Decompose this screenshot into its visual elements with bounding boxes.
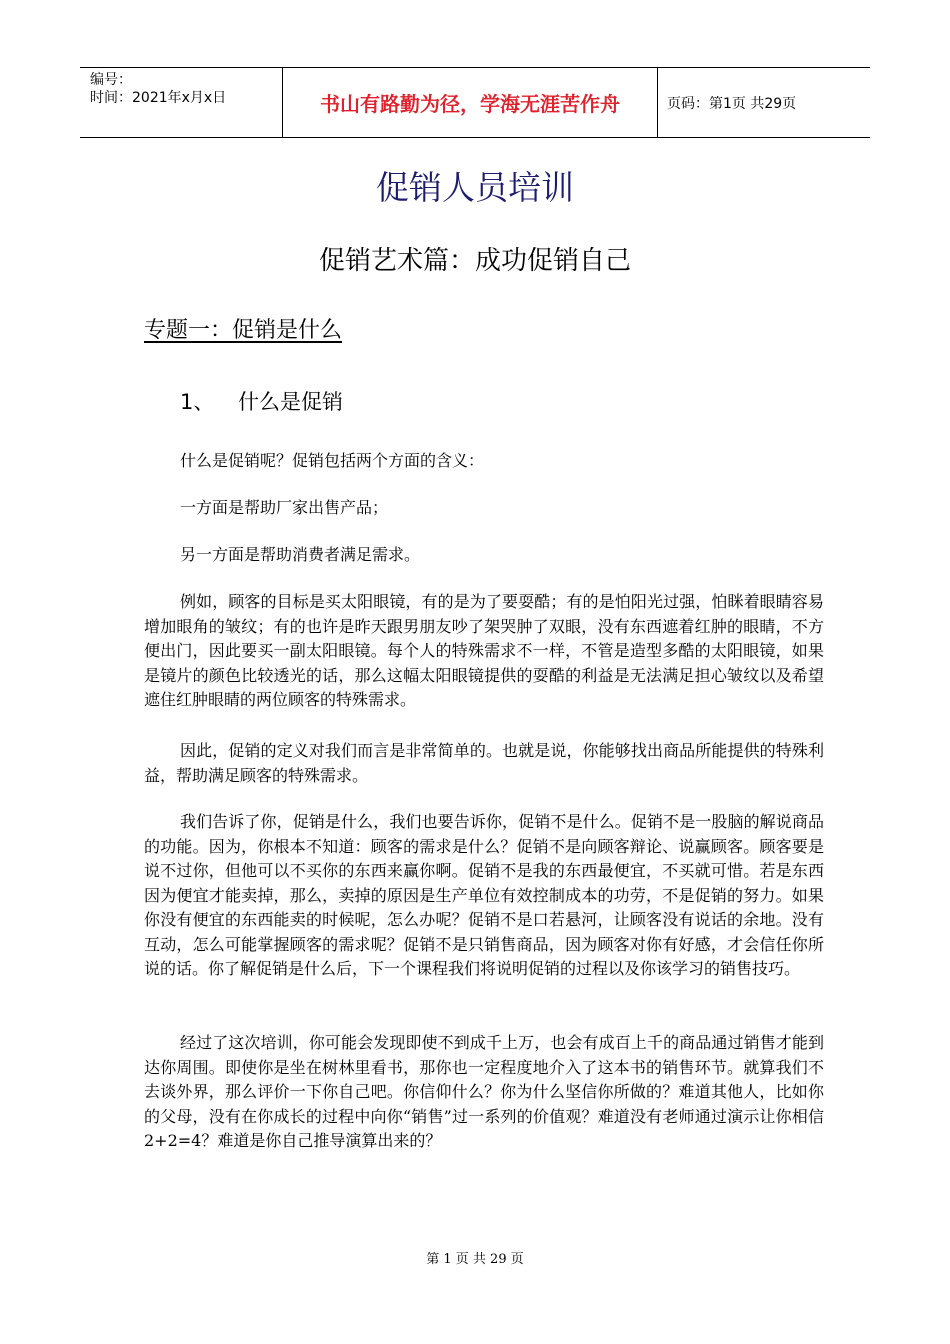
paragraph: 什么是促销呢？促销包括两个方面的含义： <box>180 451 485 470</box>
paragraph: 我们告诉了你，促销是什么，我们也要告诉你，促销不是什么。促销不是一股脑的解说商品的功能。因为，你根本不知道：顾客的需求是什么？促销不是向顾客辩论、说赢顾客。顾客要是说不过你，但他可以不买你的东西来赢你啊。促销不是我的东西最便宜，不买就可惜。若是东西因为便宜才能卖掉，那么，卖掉的原因是生产单位有效控制成本的功劳，不是促销的努力。如果你没有便宜的东西能卖的时候呢，怎么办呢？促销不是口若悬河，让顾客没有说话的余地。没有互动，怎么可能掌握顾客的需求呢？促销不是只销售商品，因为顾客对你有好感，才会信任你所说的话。你了解促销是什么后，下一个课程我们将说明促销的过程以及你该学习的销售技巧。 <box>144 812 824 978</box>
paragraph: 另一方面是帮助消费者满足需求。 <box>180 545 421 564</box>
time-line: 时间：2021年x月x日 <box>90 90 227 106</box>
topic-heading <box>144 313 352 344</box>
page-footer: 第 1 页 共 29 页 <box>426 1252 524 1267</box>
page-header <box>80 67 870 138</box>
paragraph: 例如，顾客的目标是买太阳眼镜，有的是为了要耍酷；有的是怕阳光过强，怕眯着眼睛容易增加眼角的皱纹；有的也许是昨天跟男朋友吵了架哭肿了双眼，没有东西遮着红肿的眼睛，不方便出门，因此要买一副太阳眼镜。每个人的特殊需求不一样，不管是造型多酷的太阳眼镜，如果是镜片的颜色比较透光的话，那么这幅太阳眼镜提供的耍酷的利益是无法满足担心皱纹以及希望遮住红肿眼睛的两位顾客的特殊需求。 <box>144 592 824 709</box>
paragraph: 因此，促销的定义对我们而言是非常简单的。也就是说，你能够找出商品所能提供的特殊利益，帮助满足顾客的特殊需求。 <box>144 741 824 785</box>
section-number: 1、 <box>180 390 215 414</box>
paragraph: 经过了这次培训，你可能会发现即使不到成千上万，也会有成百上千的商品通过销售才能到达你周围。即使你是坐在树林里看书，那你也一定程度地介入了这本书的销售环节。就算我们不去谈外界，那么评价一下你自己吧。你信仰什么？你为什么坚信你所做的？难道其他人，比如你的父母，没有在你成长的过程中向你“销售”过一系列的价值观？难道没有老师通过演示让你相信2+2=4？难道是你自己推导演算出来的？ <box>144 1033 824 1150</box>
number-label: 编号： <box>90 72 132 88</box>
document-title: 促销人员培训 <box>376 168 574 207</box>
paragraph: 一方面是帮助厂家出售产品； <box>180 498 389 517</box>
section-title: 什么是促销 <box>238 390 343 414</box>
topic-text: 专题一：促销是什么 <box>144 318 343 343</box>
header-page-info: 页码：第1页 共29页 <box>667 95 797 112</box>
document-subtitle: 促销艺术篇：成功促销自己 <box>318 246 631 276</box>
header-motto: 书山有路勤为径，学海无涯苦作舟 <box>282 68 658 137</box>
header-meta <box>80 68 282 137</box>
section-heading <box>180 386 343 416</box>
